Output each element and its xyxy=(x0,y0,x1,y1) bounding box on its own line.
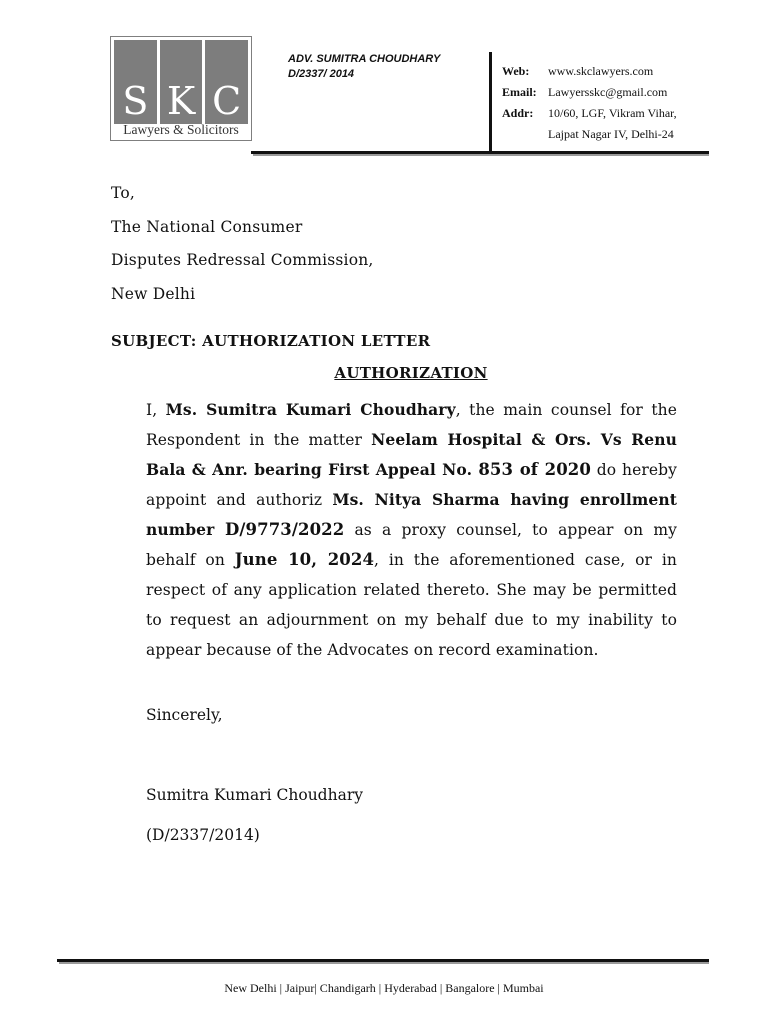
addr-line1: 10/60, LGF, Vikram Vihar, xyxy=(548,106,677,120)
contact-web-key xyxy=(502,61,548,82)
body-case-title: Neelam Hospital & Ors. Vs Renu Bala & Anr. bearing First Appeal No. xyxy=(146,430,677,479)
subject-line: SUBJECT: AUTHORIZATION LETTER xyxy=(111,332,431,350)
body-text-5: , in the aforementioned case, or in respect of any application related thereto. She may be permitted to request an adjournment on my behalf due to my inability to appear because of the Advocates on record examination. xyxy=(146,551,678,659)
email-value[interactable]: Lawyersskс@gmail.com xyxy=(548,85,668,99)
authorization-body xyxy=(146,395,677,665)
recipient-salutation: To, xyxy=(111,184,135,202)
footer-rule-shadow xyxy=(59,962,709,964)
contact-addr-key xyxy=(502,103,548,124)
recipient-line1: The National Consumer xyxy=(111,217,303,236)
contact-block xyxy=(502,61,677,145)
logo-tile-c xyxy=(205,40,248,124)
body-text-1: I, xyxy=(146,401,166,419)
logo-letter-c: C xyxy=(212,79,242,123)
body-text-4: as a proxy counsel, to appear on my behalf on xyxy=(146,521,678,569)
contact-addr2-row xyxy=(502,124,677,145)
advocate-name: ADV. SUMITRA CHOUDHARY xyxy=(288,53,441,65)
recipient-line2: Disputes Redressal Commission, xyxy=(111,251,374,269)
body-text-3: do hereby appoint and authoriz xyxy=(146,461,678,509)
header-rule-shadow xyxy=(253,154,709,156)
footer-cities: New Delhi | Jaipur| Chandigarh | Hyderabad | Bangalore | Mumbai xyxy=(224,981,544,995)
body-text-2: , the main counsel for the Respondent in the matter xyxy=(146,401,677,449)
web-value[interactable]: www.skclawyers.com xyxy=(548,64,654,78)
advocate-block xyxy=(288,52,440,82)
body-proxy-enrollment: D/9773/2022 xyxy=(225,520,345,539)
contact-email-key xyxy=(502,82,548,103)
contact-email-row xyxy=(502,82,677,103)
contact-web-row xyxy=(502,61,677,82)
logo-letter-k: K xyxy=(166,79,196,123)
logo-letter-s: S xyxy=(122,79,149,123)
web-label: Web xyxy=(502,64,526,78)
addr-line2: Lajpat Nagar IV, Delhi-24 xyxy=(548,127,674,141)
contact-addr2-spacer xyxy=(502,124,548,145)
firm-logo xyxy=(110,36,252,141)
email-label: Email xyxy=(502,85,533,99)
signer-name: Sumitra Kumari Choudhary xyxy=(146,786,363,804)
header-divider xyxy=(489,52,492,151)
logo-tiles xyxy=(114,40,248,124)
logo-subtitle: Lawyers & Solicitors xyxy=(123,122,239,137)
addr-label: Addr xyxy=(502,106,530,120)
addr-sep: : xyxy=(529,106,534,120)
recipient-block xyxy=(111,177,374,311)
body-appeal-number: 853 of 2020 xyxy=(478,460,591,479)
body-proxy-name: Ms. Nitya Sharma having enrollment number xyxy=(146,490,677,539)
closing-sincerely: Sincerely, xyxy=(146,706,223,724)
contact-addr-row xyxy=(502,103,677,124)
email-sep: : xyxy=(532,85,537,99)
body-counsel-name: Ms. Sumitra Kumari Choudhary xyxy=(165,400,456,419)
body-date: June 10, 2024 xyxy=(234,550,375,569)
advocate-enrollment: D/2337/ 2014 xyxy=(288,68,355,80)
signer-enrollment: (D/2337/2014) xyxy=(146,826,260,844)
web-sep: : xyxy=(525,64,530,78)
logo-tile-k xyxy=(160,40,203,124)
authorization-heading: AUTHORIZATION xyxy=(334,364,488,382)
recipient-line3: New Delhi xyxy=(111,284,196,303)
logo-tile-s xyxy=(114,40,157,124)
